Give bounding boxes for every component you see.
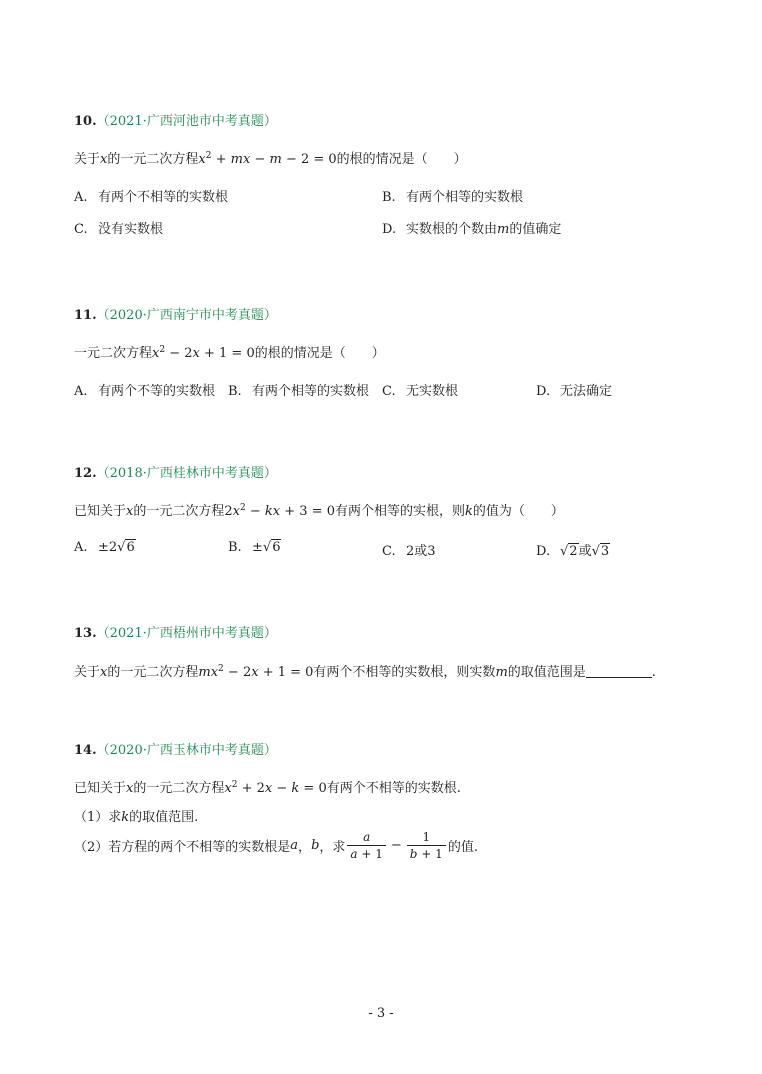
q10-number: 10.: [74, 114, 97, 129]
q14-part-2: （2）若方程的两个不相等的实数根是 a ， b ，求 $\frac{a}{a + 1}$ − $\frac{1}{b + 1}$ 的值.: [74, 829, 478, 861]
q14-number: 14.: [74, 743, 97, 758]
q11-stem: 一元二次方程$x^2 - 2x + 1 = 0$的根的情况是（ ）: [74, 345, 385, 361]
q12-header: [74, 462, 277, 481]
q13-number: 13.: [74, 626, 97, 641]
q10-stem: 关于x的一元二次方程$x^2$ + mx − m − 2 = 0的根的情况是（ ）: [74, 151, 467, 167]
q13-stem: 关于x的一元二次方程$mx^2 - 2x + 1 = 0$有两个不相等的实数根，则实数m的取值范围是 .: [74, 664, 656, 680]
fraction-a: $\frac{a}{a + 1}$: [347, 829, 385, 862]
q14-source: （2020·广西玉林市中考真题）: [96, 743, 277, 758]
q10-header: [74, 110, 277, 129]
q12-option-a[interactable]: A. ±2√6: [74, 540, 135, 555]
q12-option-b[interactable]: B. ±√6: [228, 540, 281, 555]
q12-source: （2018·广西桂林市中考真题）: [96, 466, 277, 481]
q12-option-d[interactable]: D. √2或√3: [536, 544, 610, 559]
q11-option-b[interactable]: B. 有两个相等的实数根: [228, 384, 370, 399]
q10-source: （2021·广西河池市中考真题）: [96, 114, 277, 129]
fraction-b: $\frac{1}{b + 1}$: [407, 829, 446, 862]
q11-source: （2020·广西南宁市中考真题）: [96, 308, 277, 323]
q10-option-a[interactable]: A. 有两个不相等的实数根: [74, 190, 229, 205]
q14-header: [74, 739, 277, 758]
q11-option-c[interactable]: C. 无实数根: [382, 384, 459, 399]
q13-header: [74, 622, 277, 641]
q12-option-c[interactable]: C. 2或3: [382, 544, 436, 559]
q10-option-d[interactable]: D. 实数根的个数由m的值确定: [382, 222, 562, 237]
q12-stem: 已知关于x的一元二次方程$2x^2$ − kx + 3 = 0有两个相等的实根，则k的值为（ ）: [74, 503, 564, 519]
q10-option-b[interactable]: B. 有两个相等的实数根: [382, 190, 524, 205]
q11-option-a[interactable]: A. 有两个不等的实数根: [74, 384, 216, 399]
q11-option-d[interactable]: D. 无法确定: [536, 384, 613, 399]
page-number: - 3 -: [368, 1006, 394, 1021]
q14-part-1: （1）求k的取值范围.: [74, 810, 199, 825]
q10-option-c[interactable]: C. 没有实数根: [74, 222, 164, 237]
q13-source: （2021·广西梧州市中考真题）: [96, 626, 277, 641]
q12-number: 12.: [74, 466, 97, 481]
q11-header: [74, 304, 277, 323]
answer-blank[interactable]: [586, 665, 652, 678]
q11-number: 11.: [74, 308, 97, 323]
q14-stem: 已知关于x的一元二次方程$x^2 + 2x - k = 0$有两个不相等的实数根.: [74, 780, 461, 796]
